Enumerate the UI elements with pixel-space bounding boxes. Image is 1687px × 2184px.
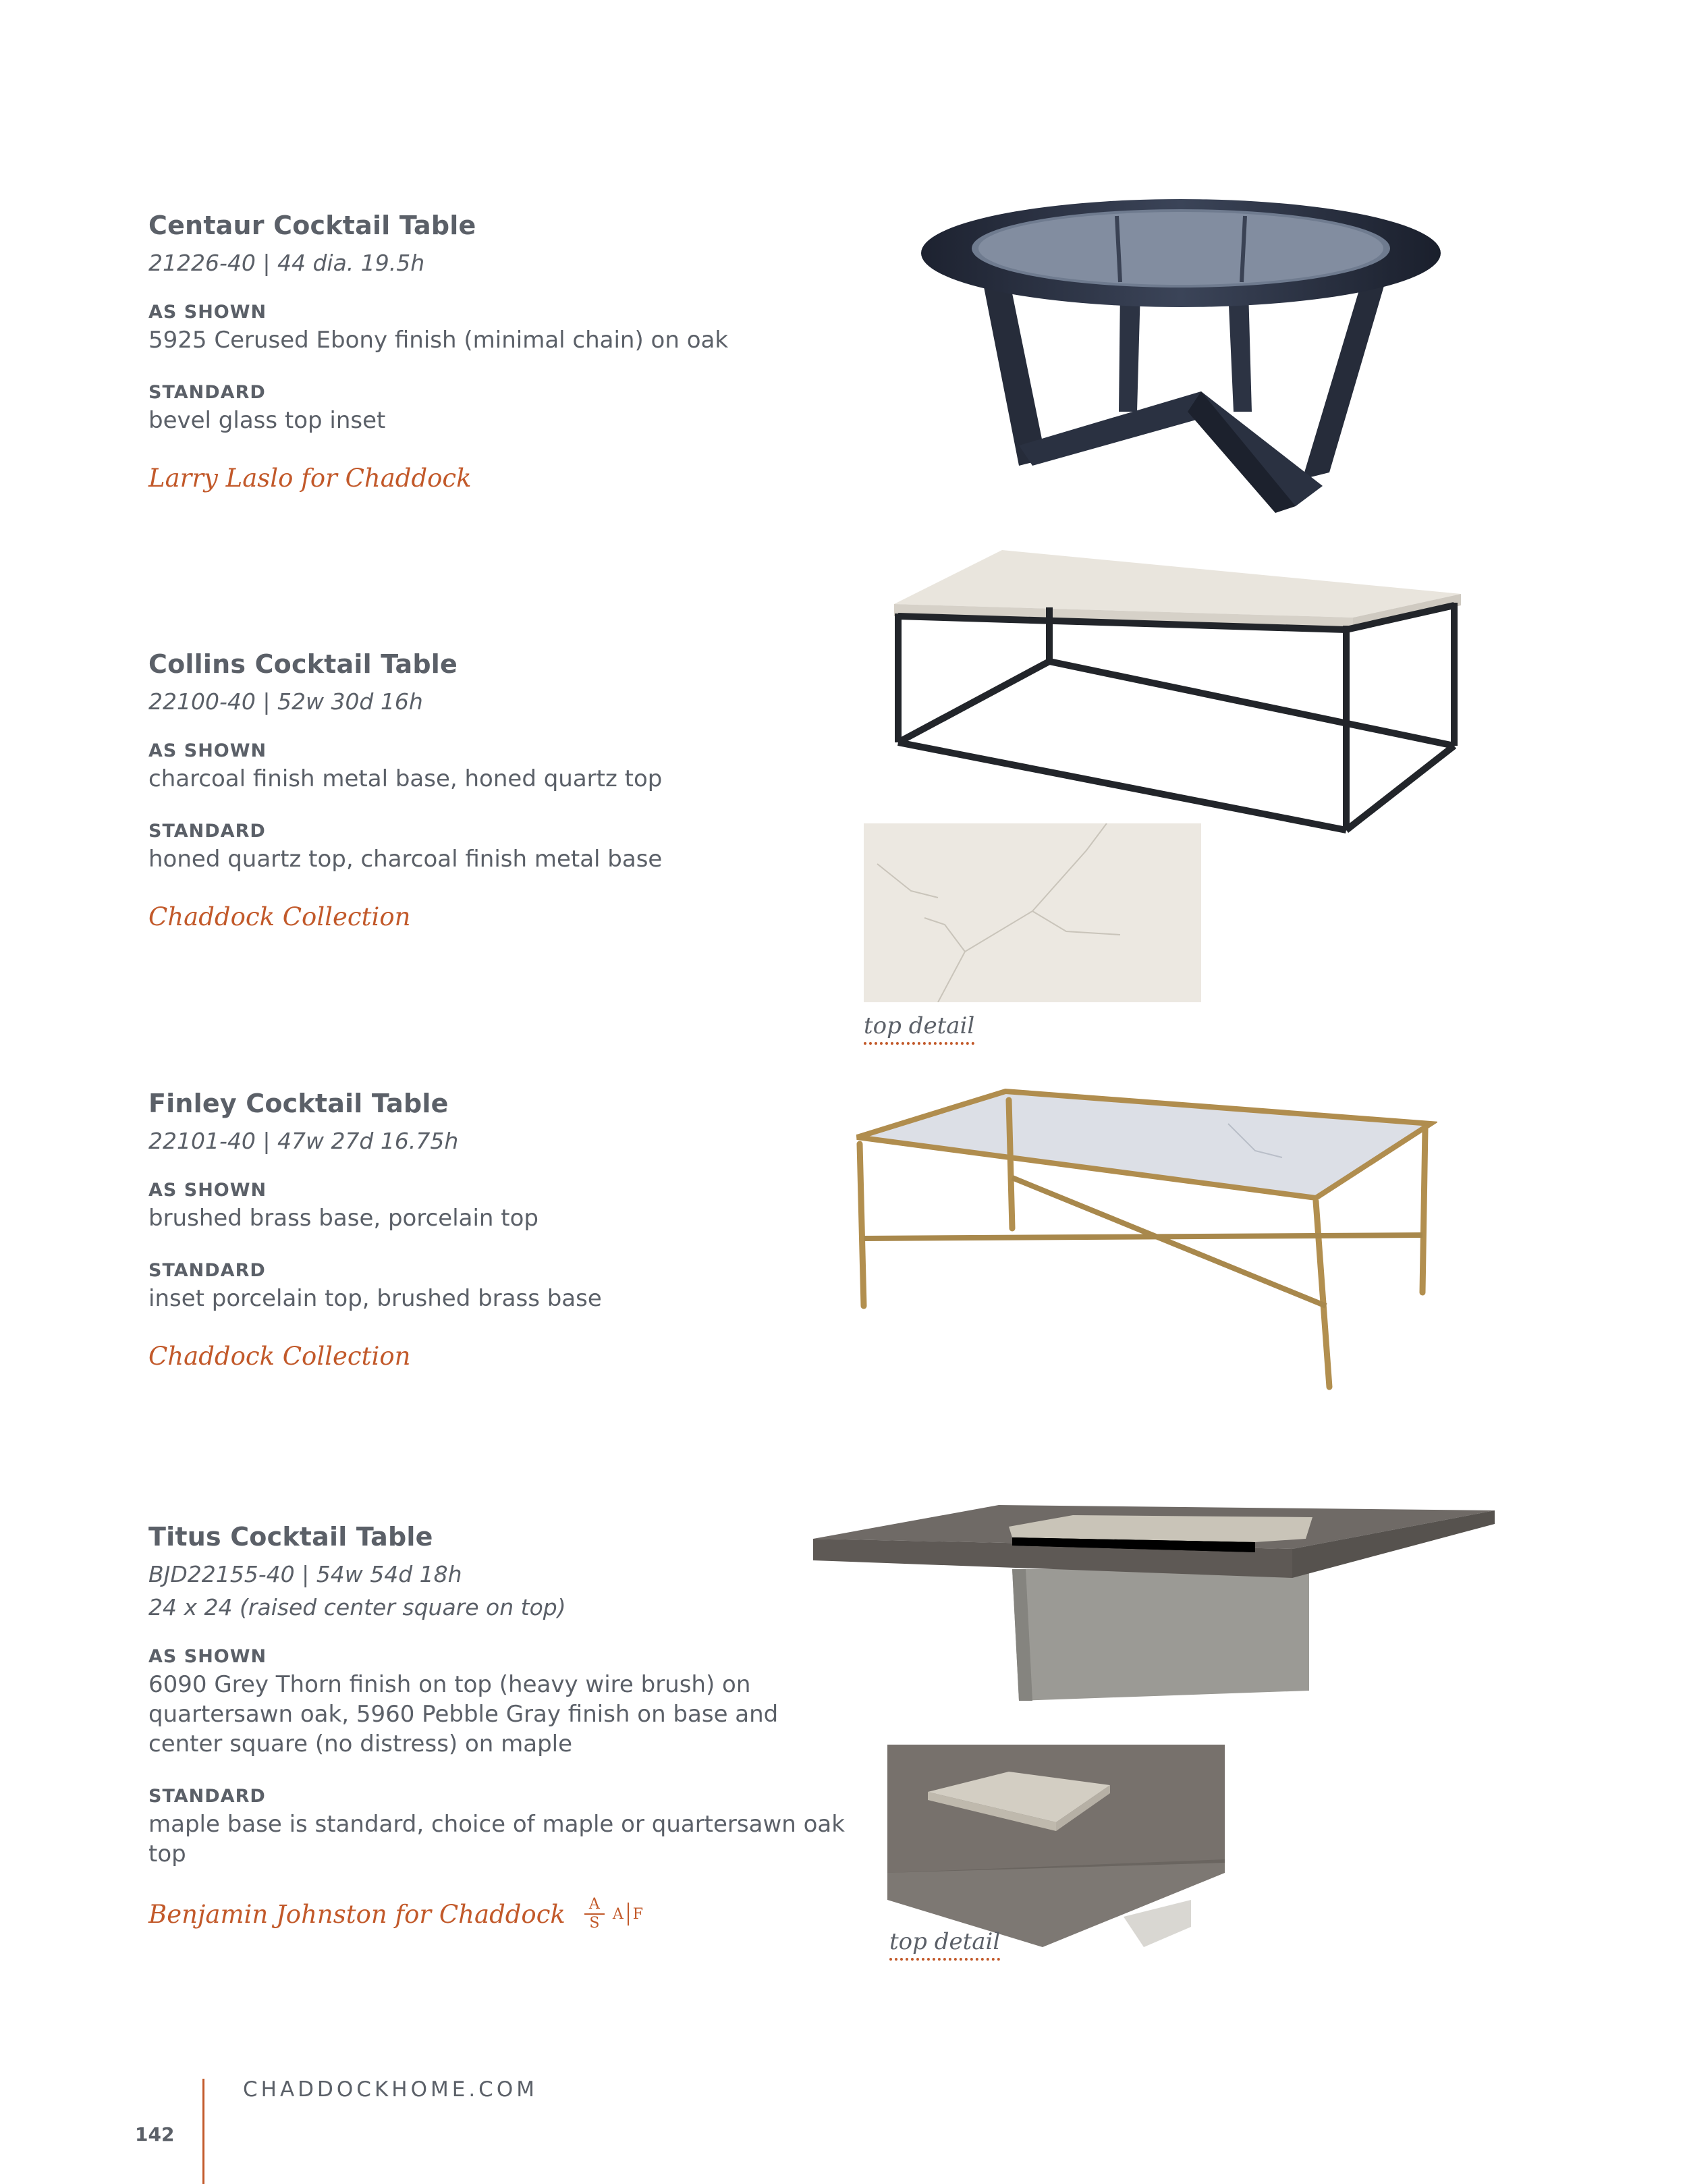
collins-top-detail-photo — [864, 823, 1201, 1002]
centaur-table-photo — [918, 189, 1444, 520]
standard-text: inset porcelain top, brushed brass base — [148, 1285, 602, 1312]
product-spec-note: 24 x 24 (raised center square on top) — [148, 1594, 566, 1620]
designer-credit — [148, 1897, 850, 1931]
product-title: Centaur Cocktail Table — [148, 211, 476, 240]
product-finley — [148, 1089, 850, 1371]
standard-label: STANDARD — [148, 821, 266, 842]
as-shown-text: 6090 Grey Thorn finish on top (heavy wire brush) on quartersawn oak, 5960 Pebble Gray finish on base and center square (no distress) on maple — [148, 1671, 779, 1757]
product-collins — [148, 649, 850, 931]
designer-credit — [148, 1342, 850, 1371]
standard-label: STANDARD — [148, 1786, 266, 1807]
titus-detail-caption: top detail — [889, 1928, 1000, 1961]
as-shown-text: 5925 Cerused Ebony finish (minimal chain) on oak — [148, 327, 729, 354]
designer-credit — [148, 902, 850, 931]
as-shown-label: AS SHOWN — [148, 302, 267, 323]
asaf-logo-left: A — [612, 1905, 624, 1923]
designer-name: Chaddock Collection — [148, 1342, 411, 1371]
as-shown-text: brushed brass base, porcelain top — [148, 1205, 538, 1232]
as-shown-label: AS SHOWN — [148, 740, 267, 761]
designer-name: Benjamin Johnston for Chaddock — [148, 1899, 565, 1929]
designer-name: Chaddock Collection — [148, 902, 411, 931]
product-titus — [148, 1522, 850, 1931]
as-shown-label: AS SHOWN — [148, 1180, 267, 1201]
asaf-logo-af — [613, 1903, 643, 1926]
product-spec: 22100-40 | 52w 30d 16h — [148, 688, 423, 715]
designer-credit — [148, 464, 850, 493]
asaf-logo-top: A — [588, 1896, 600, 1913]
footer-divider — [202, 2079, 204, 2184]
asaf-logo-bottom: S — [589, 1915, 600, 1932]
standard-text: maple base is standard, choice of maple or quartersawn oak top — [148, 1811, 845, 1867]
titus-table-photo — [810, 1498, 1498, 1708]
titus-top-detail-photo — [887, 1745, 1225, 1947]
asaf-logo-fraction — [584, 1897, 605, 1931]
footer-website[interactable]: CHADDOCKHOME.COM — [243, 2077, 538, 2102]
standard-text: honed quartz top, charcoal finish metal base — [148, 846, 663, 873]
finley-table-photo — [850, 1083, 1437, 1394]
standard-label: STANDARD — [148, 1260, 266, 1281]
asaf-logo — [584, 1897, 643, 1931]
as-shown-text: charcoal finish metal base, honed quartz top — [148, 765, 663, 792]
product-spec: BJD22155-40 | 54w 54d 18h — [148, 1561, 462, 1587]
standard-label: STANDARD — [148, 382, 266, 403]
product-centaur — [148, 211, 850, 493]
product-spec: 21226-40 | 44 dia. 19.5h — [148, 250, 425, 276]
product-title: Finley Cocktail Table — [148, 1089, 449, 1118]
product-title: Collins Cocktail Table — [148, 649, 458, 679]
page-number: 142 — [135, 2123, 175, 2146]
designer-name: Larry Laslo for Chaddock — [148, 464, 472, 493]
asaf-logo-right: F — [632, 1905, 644, 1923]
as-shown-label: AS SHOWN — [148, 1646, 267, 1667]
collins-table-photo — [881, 543, 1468, 840]
collins-detail-caption: top detail — [864, 1012, 974, 1045]
standard-text: bevel glass top inset — [148, 407, 386, 434]
product-spec: 22101-40 | 47w 27d 16.75h — [148, 1128, 459, 1154]
product-title: Titus Cocktail Table — [148, 1522, 433, 1552]
